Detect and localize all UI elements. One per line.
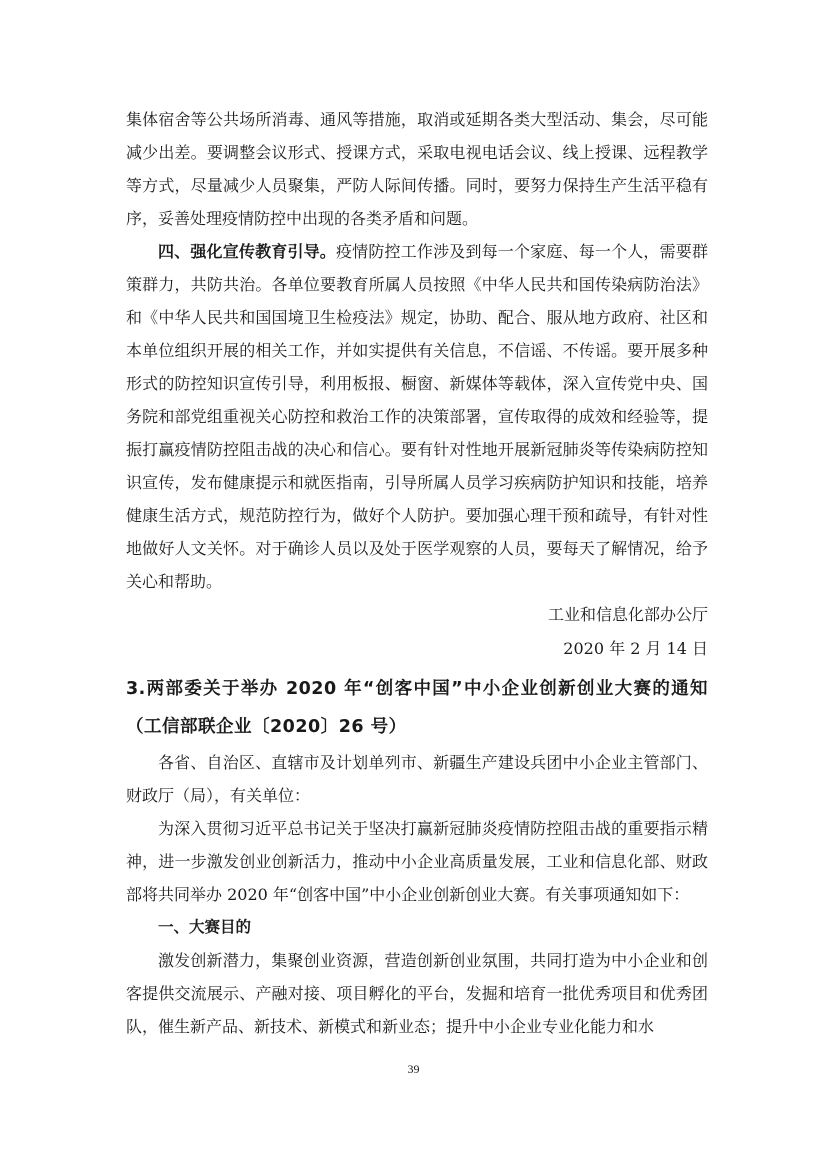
paragraph-prevention-measures: 集体宿舍等公共场所消毒、通风等措施，取消或延期各类大型活动、集会，尽可能减少出差。要调整会议形式、授课方式，采取电视电话会议、线上授课、远程教学等方式，尽量减少人员聚集，严防人际间传播。同时，要努力保持生产生活平稳有序，妥善处理疫情防控中出现的各类矛盾和问题。 [126, 110, 708, 228]
paragraph-publicity-education [126, 235, 708, 598]
signature-organization: 工业和信息化部办公厅 [547, 605, 708, 624]
notice-title: 3.两部委关于举办 2020 年“创客中国”中小企业创新创业大赛的通知（工信部联企业〔2020〕26 号） [126, 679, 708, 737]
paragraph-publicity-text: 疫情防控工作涉及到每一个家庭、每一个人，需要群策群力，共防共治。各单位要教育所属人员按照《中华人民共和国传染病防治法》和《中华人民共和国国境卫生检疫法》规定，协助、配合、服从地方政府、社区和本单位组织开展的相关工作，并如实提供有关信息，不信谣、不传谣。要开展多种形式的防控知识宣传引导，利用板报、橱窗、新媒体等载体，深入宣传党中央、国务院和部党组重视关心防控和救治工作的决策部署，宣传取得的成效和经验等，提振打赢疫情防控阻击战的决心和信心。要有针对性地开展新冠肺炎等传染病防控知识宣传，发布健康提示和就医指南，引导所属人员学习疾病防护知识和技能，培养健康生活方式，规范防控行为，做好个人防护。要加强心理干预和疏导，有针对性地做好人文关怀。对于确诊人员以及处于医学观察的人员，要每天了解情况，给予关心和帮助。 [126, 242, 708, 591]
notice-intro: 为深入贯彻习近平总书记关于坚决打赢新冠肺炎疫情防控阻击战的重要指示精神，进一步激发创业创新活力，推动中小企业高质量发展，工业和信息化部、财政部将共同举办 2020 年“创客中国”中小企业创新创业大赛。有关事项通知如下： [126, 819, 708, 904]
page-content [126, 103, 708, 1043]
notice-addressee: 各省、自治区、直辖市及计划单列市、新疆生产建设兵团中小企业主管部门、财政厅（局），有关单位： [126, 753, 708, 805]
page-number: 39 [407, 1062, 420, 1076]
heading-competition-purpose: 一、大赛目的 [158, 918, 252, 936]
paragraph-competition-purpose: 激发创新潜力，集聚创业资源，营造创新创业氛围，共同打造为中小企业和创客提供交流展示、产融对接、项目孵化的平台，发掘和培育一批优秀项目和优秀团队，催生新产品、新技术、新模式和新业态；提升中小企业专业化能力和水 [126, 951, 708, 1036]
signature-date: 2020 年 2 月 14 日 [563, 639, 708, 658]
section-heading-four: 四、强化宣传教育引导。 [158, 242, 336, 261]
